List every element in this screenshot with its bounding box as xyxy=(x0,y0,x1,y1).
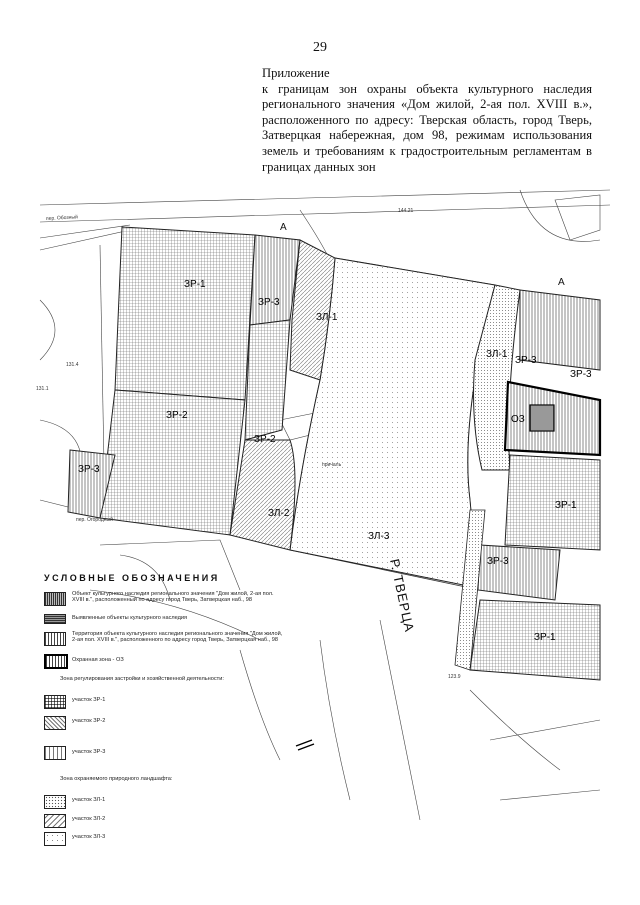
legend-item-territory: Территория объекта культурного наследия регионального значения "Дом жилой, 2-ая пол. XVIII в.", расположенного по адресу город Тверь, Затверцкая наб., 98 xyxy=(72,631,283,644)
label-zr3-d: ЗР-3 xyxy=(570,369,592,380)
legend-swatch-zr1 xyxy=(44,695,66,709)
elevation-3: 123.9 xyxy=(448,674,461,680)
heritage-object xyxy=(530,405,554,431)
legend-swatch-oz xyxy=(44,654,68,669)
legend-item-zl3: участок ЗЛ-3 xyxy=(72,834,106,840)
label-zr2-a: ЗР-2 xyxy=(166,410,188,421)
pier xyxy=(296,740,314,750)
label-zr1-c: ЗР-1 xyxy=(534,632,556,643)
legend-swatch-zr3 xyxy=(44,746,66,760)
label-zr3-e: ЗР-3 xyxy=(487,556,509,567)
label-zr1-a: ЗР-1 xyxy=(184,279,206,290)
legend-swatch-zl2 xyxy=(44,814,66,828)
legend-item-oz: Охранная зона - ОЗ xyxy=(72,657,124,663)
legend-swatch-zr2 xyxy=(44,716,66,730)
legend-item-zl2: участок ЗЛ-2 xyxy=(72,816,106,822)
legend-group-zl: Зона охраняемого природного ландшафта: xyxy=(60,776,173,782)
label-zr3-c: ЗР-3 xyxy=(515,355,537,366)
label-zr3-a: ЗР-3 xyxy=(258,297,280,308)
zone-zr1-area xyxy=(115,227,255,400)
river-name: Р. ТВЕРЦА xyxy=(387,557,418,634)
legend-item-zl1: участок ЗЛ-1 xyxy=(72,797,106,803)
street-label-bottom: пер. Огородный xyxy=(76,517,113,523)
zone-zr3-lower-right xyxy=(478,545,560,600)
label-zl1-a: ЗЛ-1 xyxy=(316,312,338,323)
legend-item-heritage-object: Объект культурного наследия регионального значения "Дом жилой, 2-ая пол. XVIII в.", расположенный по адресу город Тверь, Затверцкая наб., 98 xyxy=(72,591,274,604)
street-letter-a1: А xyxy=(280,222,287,233)
street-letter-a2: А xyxy=(558,277,565,288)
legend-swatch-identified xyxy=(44,614,66,624)
label-zl3: ЗЛ-3 xyxy=(368,531,390,542)
label-zr1-b: ЗР-1 xyxy=(555,500,577,511)
label-zl2: ЗЛ-2 xyxy=(268,508,290,519)
legend-item-zr3: участок ЗР-3 xyxy=(72,749,106,755)
page-number: 29 xyxy=(313,40,327,55)
label-zr3-b: ЗР-3 xyxy=(78,464,100,475)
legend-item-zr2: участок ЗР-2 xyxy=(72,718,106,724)
legend-title: УСЛОВНЫЕ ОБОЗНАЧЕНИЯ xyxy=(44,573,220,583)
street-label-top: пер. Обозный xyxy=(45,214,79,222)
legend-swatch-territory xyxy=(44,632,66,646)
label-zr2-b: ЗР-2 xyxy=(254,434,276,445)
pier-label: причаль xyxy=(322,462,342,468)
legend-swatch-zl3 xyxy=(44,832,66,846)
legend-item-zr1: участок ЗР-1 xyxy=(72,697,106,703)
zone-zl2-area xyxy=(230,440,295,550)
legend-group-zr: Зона регулирования застройки и хозяйственной деятельности: xyxy=(60,676,224,682)
legend-item-identified: Выявленные объекты культурного наследия xyxy=(72,615,188,621)
label-oz: ОЗ xyxy=(511,414,525,425)
appendix-title: Приложение xyxy=(262,66,330,80)
label-zl1-b: ЗЛ-1 xyxy=(486,349,508,360)
elevation-4: 144.21 xyxy=(398,208,414,214)
zone-zr1-right xyxy=(505,455,600,550)
elevation-1: 131.4 xyxy=(66,362,79,368)
legend-swatch-zl1 xyxy=(44,795,66,809)
legend-swatch-heritage-object xyxy=(44,592,66,606)
zone-zr2-center xyxy=(245,320,290,440)
elevation-2: 131.1 xyxy=(36,386,49,392)
appendix-text: к границам зон охраны объекта культурного наследия регионального значения «Дом жилой, 2-ая пол. XVIII в.», расположенного по адресу: Тверская область, город Тверь, Затверцкая набережная, дом 98, режимам использования земель и требованиям к градостроительным регламентам в границах данных зон xyxy=(262,81,592,174)
